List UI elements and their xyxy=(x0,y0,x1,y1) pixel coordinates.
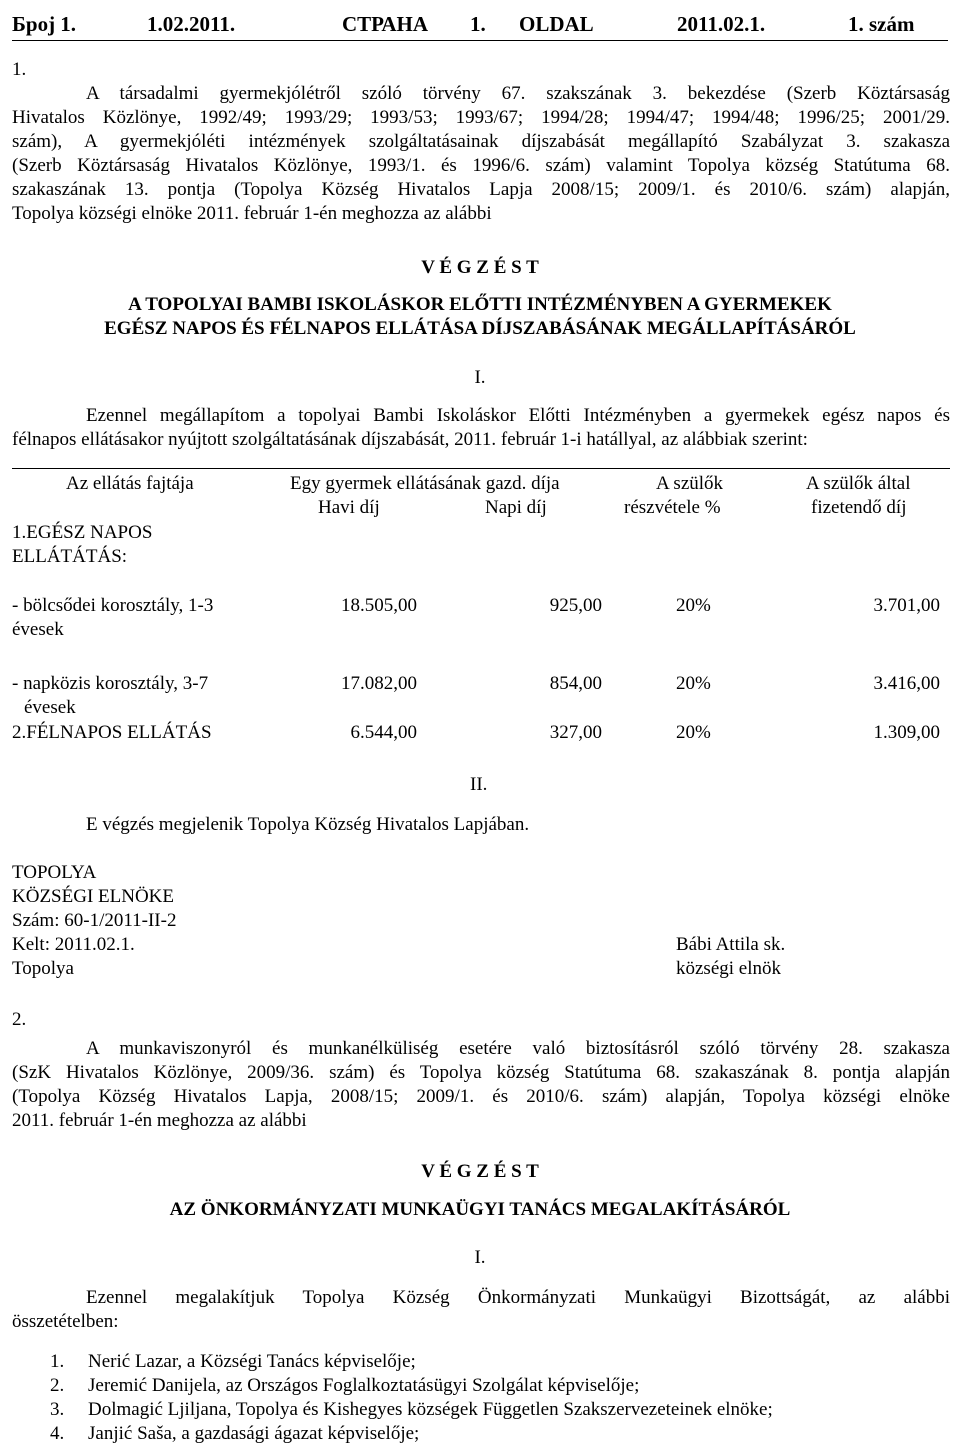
decision-title-line: EGÉSZ NAPOS ÉS FÉLNAPOS ELLÁTÁSA DÍJSZABÁSÁNAK MEGÁLLAPÍTÁSÁRÓL xyxy=(104,318,856,339)
table-cell-percent: 20% xyxy=(676,595,711,616)
body-line: félnapos ellátásakor nyújtott szolgáltatásának díjszabását, 2011. február 1-i hatállyal, az alábbiak szerint: xyxy=(12,429,808,450)
preamble-line: szakaszának 13. pontja (Topolya Község Hivatalos Lapja 2008/15; 2009/1. és 2010/6. szám) alapján, xyxy=(12,179,950,200)
table-header-type: Az ellátás fajtája xyxy=(66,473,194,494)
section-body: E végzés megjelenik Topolya Község Hivatalos Lapjában. xyxy=(86,814,530,835)
decision-heading: V É G Z É S T xyxy=(421,1161,539,1182)
table-cell-daily: 925,00 xyxy=(549,595,602,616)
preamble-line: 2011. február 1-én meghozza az alábbi xyxy=(12,1110,307,1131)
page-label-sr: СТРАНА xyxy=(342,12,428,36)
table-header-cost: Egy gyermek ellátásának gazd. díja xyxy=(290,473,560,494)
section-number: II. xyxy=(470,774,488,795)
table-cell-percent: 20% xyxy=(676,673,711,694)
body-line: Ezennel megállapítom a topolyai Bambi Iskoláskor Előtti Intézményben a gyermekek egész napos és xyxy=(86,405,950,426)
table-header-parent-fee: fizetendő díj xyxy=(811,497,907,518)
section-number: I. xyxy=(474,367,486,388)
table-cell-parent-fee: 3.701,00 xyxy=(873,595,940,616)
table-cell-monthly: 6.544,00 xyxy=(350,722,417,743)
page-number-sr: 1. xyxy=(470,12,486,36)
table-cell-parent-fee: 1.309,00 xyxy=(873,722,940,743)
table-cell-percent: 20% xyxy=(676,722,711,743)
preamble-line: A munkaviszonyról és munkanélküliség esetére való biztosításról szóló törvény 28. szakasza xyxy=(86,1038,950,1059)
decision-number: 1. xyxy=(12,59,27,80)
signature-line: Topolya xyxy=(12,958,74,979)
date-sr: 1.02.2011. xyxy=(147,12,236,36)
table-cell-parent-fee: 3.416,00 xyxy=(873,673,940,694)
body-line: Ezennel megalakítjuk Topolya Község Önkormányzati Munkaügyi Bizottságát, az alábbi xyxy=(86,1287,950,1308)
decision-preamble xyxy=(12,82,950,226)
list-item: 3. Dolmagić Ljiljana, Topolya és Kishegyes községek Független Szakszervezeteinek elnöke; xyxy=(50,1399,773,1420)
page-header xyxy=(12,8,950,38)
signature-block-right xyxy=(676,933,785,981)
preamble-line: (Szerb Köztársaság Hivatalos Közlönye, 1993/1. és 1996/6. szám) valamint Topolya község Statútuma 68. xyxy=(12,155,950,176)
section-body xyxy=(12,1286,950,1334)
table-top-rule xyxy=(12,468,950,469)
signature-block-left xyxy=(12,861,176,981)
table-cell-daily: 854,00 xyxy=(549,673,602,694)
section-body xyxy=(12,404,950,452)
table-group-label: 1.EGÉSZ NAPOS xyxy=(12,522,153,543)
section-number: I. xyxy=(474,1247,486,1268)
table-header-parent-share: A szülők xyxy=(656,473,724,494)
table-cell-daily: 327,00 xyxy=(549,722,602,743)
decision-title: AZ ÖNKORMÁNYZATI MUNKAÜGYI TANÁCS MEGALAKÍTÁSÁRÓL xyxy=(169,1199,791,1220)
decision-heading: V É G Z É S T xyxy=(421,257,539,278)
decision-title-line: A TOPOLYAI BAMBI ISKOLÁSKOR ELŐTTI INTÉZMÉNYBEN A GYERMEKEK xyxy=(128,294,832,315)
table-row-label: 2.FÉLNAPOS ELLÁTÁS xyxy=(12,722,212,743)
preamble-line: (SzK Hivatalos Közlönye, 2009/36. szám) és Topolya község Statútuma 68. szakaszának 8. pontja alapján xyxy=(12,1062,950,1083)
preamble-line: Hivatalos Közlönye, 1992/49; 1993/29; 1993/53; 1993/67; 1994/28; 1994/47; 1994/48; 1996/25; 2001/29. xyxy=(12,107,950,128)
signature-line: KÖZSÉGI ELNÖKE xyxy=(12,886,175,907)
list-item: 2. Jeremić Danijela, az Országos Foglalkoztatásügyi Szolgálat képviselője; xyxy=(50,1375,640,1396)
table-group-label: ELLÁTÁTÁS: xyxy=(12,546,128,567)
table-header-parent-fee: A szülők által xyxy=(806,473,911,494)
table-cell-monthly: 18.505,00 xyxy=(341,595,417,616)
preamble-line: A társadalmi gyermekjólétről szóló törvény 67. szakszának 3. bekezdése (Szerb Köztársaság xyxy=(86,83,950,104)
list-item: 1. Nerić Lazar, a Községi Tanács képviselője; xyxy=(50,1351,416,1372)
signature-line: Kelt: 2011.02.1. xyxy=(12,934,135,955)
signature-line: Szám: 60-1/2011-II-2 xyxy=(12,910,177,931)
table-cell-monthly: 17.082,00 xyxy=(341,673,417,694)
body-line: összetételben: xyxy=(12,1311,119,1332)
date-hu: 2011.02.1. xyxy=(677,12,766,36)
fee-table xyxy=(12,466,950,746)
list-item: 4. Janjić Saša, a gazdasági ágazat képviselője; xyxy=(50,1423,420,1444)
issue-number-hu: 1. szám xyxy=(848,12,915,36)
table-header-daily: Napi díj xyxy=(485,497,547,518)
table-header-parent-share: részvétele % xyxy=(624,497,721,518)
table-row-label: - napközis korosztály, 3-7 xyxy=(12,673,209,694)
table-row-label: - bölcsődei korosztály, 1-3 xyxy=(12,595,214,616)
preamble-line: szám), A gyermekjóléti intézmények szolgáltatásainak díjszabását megállapító Szabályzat 3. szakasza xyxy=(12,131,950,152)
decision-number: 2. xyxy=(12,1009,27,1030)
header-rule xyxy=(12,40,948,41)
page-label-hu: OLDAL xyxy=(519,12,594,36)
table-header-monthly: Havi díj xyxy=(318,497,380,518)
table-row-label: évesek xyxy=(12,619,64,640)
preamble-line: (Topolya Község Hivatalos Lapja, 2008/15; 2009/1. és 2010/6. szám) alapján, Topolya községi elnöke xyxy=(12,1086,950,1107)
decision-preamble xyxy=(12,1037,950,1133)
issue-number-sr: Број 1. xyxy=(12,12,77,36)
signature-line: TOPOLYA xyxy=(12,862,97,883)
signer-name: Bábi Attila sk. xyxy=(676,934,786,955)
preamble-line: Topolya községi elnöke 2011. február 1-én meghozza az alábbi xyxy=(12,203,492,224)
table-row-label: évesek xyxy=(24,697,76,718)
signer-title: községi elnök xyxy=(676,958,782,979)
